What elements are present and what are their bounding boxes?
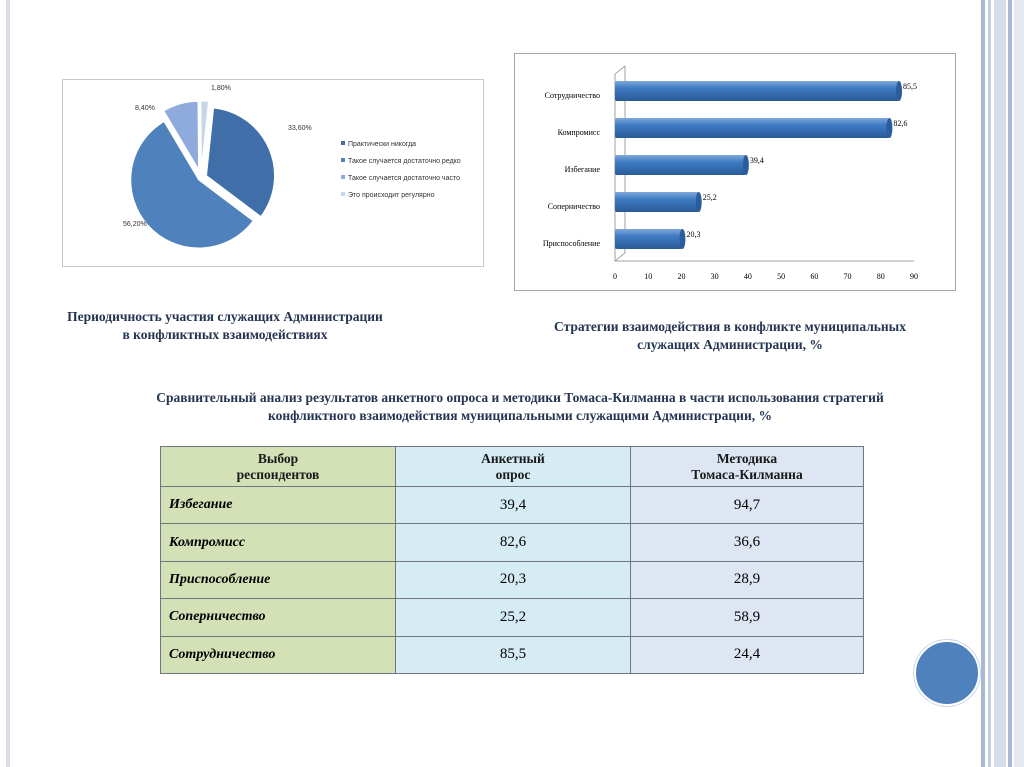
pie-value-label: 33,60% (288, 125, 312, 132)
comparison-table (160, 446, 864, 674)
slide-border-stripe (981, 0, 985, 767)
axis-corner-line (615, 66, 625, 74)
legend-swatch (341, 141, 345, 145)
bar-end-cap (679, 229, 685, 249)
pie-value-label: 1,80% (211, 85, 231, 92)
bar-caption (500, 318, 960, 354)
bar (615, 81, 899, 101)
x-tick-label: 70 (843, 272, 852, 281)
x-tick-label: 40 (743, 272, 752, 281)
slide-border-stripe (1008, 0, 1012, 767)
pie-caption (30, 308, 420, 344)
x-tick-label: 10 (644, 272, 653, 281)
header-survey (396, 447, 631, 487)
x-tick-label: 80 (876, 272, 885, 281)
table-header-row (161, 447, 864, 487)
legend-swatch (341, 158, 345, 162)
row-label: Сотрудничество (161, 636, 396, 673)
x-tick-label: 90 (910, 272, 918, 281)
bar-end-cap (896, 81, 902, 101)
method-value: 36,6 (631, 524, 864, 561)
row-label: Избегание (161, 487, 396, 524)
survey-value: 20,3 (396, 561, 631, 598)
header-method (631, 447, 864, 487)
pie-caption-line: в конфликтных взаимодействиях (122, 327, 328, 342)
x-tick-label: 0 (613, 272, 617, 281)
legend-swatch (341, 192, 345, 196)
table-title-line: Сравнительный анализ результатов анкетного опроса и методики Томаса-Килманна в части использования стратегий (156, 390, 884, 405)
category-label: Компромисс (557, 128, 600, 137)
header-line: Томаса-Килманна (691, 466, 803, 482)
bar-value-label: 82,6 (893, 119, 908, 128)
bar-chart-panel (514, 53, 956, 291)
slide-border-stripe (1014, 0, 1024, 767)
slide-left-edge (6, 0, 10, 767)
method-value: 28,9 (631, 561, 864, 598)
header-line: респондентов (236, 466, 320, 482)
pie-caption-line: Периодичность участия служащих Администрации (67, 309, 383, 324)
category-label: Сотрудничество (544, 91, 600, 100)
table-row (161, 636, 864, 673)
row-label: Приспособление (161, 561, 396, 598)
pie-value-label: 56,20% (123, 221, 147, 228)
x-tick-label: 20 (677, 272, 686, 281)
pie-slice (201, 101, 209, 169)
header-line: Анкетный (481, 450, 545, 466)
legend-label: Такое случается достаточно редко (348, 158, 461, 165)
survey-value: 25,2 (396, 599, 631, 636)
axis-corner-line (615, 253, 625, 261)
bar-end-cap (886, 118, 892, 138)
category-label: Соперничество (547, 202, 600, 211)
header-line: Выбор (257, 450, 299, 466)
bar-end-cap (743, 155, 749, 175)
legend-label: Это происходит регулярно (348, 192, 435, 199)
bar (615, 229, 682, 249)
category-label: Избегание (564, 165, 600, 174)
legend-label: Практически никогда (348, 141, 417, 148)
table-row (161, 487, 864, 524)
pie-value-label: 8,40% (135, 105, 155, 112)
table-row (161, 561, 864, 598)
method-value: 58,9 (631, 599, 864, 636)
bar-caption-line: служащих Администрации, % (637, 337, 823, 352)
bar-chart (515, 54, 955, 290)
bar-value-label: 20,3 (686, 230, 701, 239)
bar-value-label: 85,5 (903, 82, 918, 91)
bar (615, 192, 699, 212)
bar-caption-line: Стратегии взаимодействия в конфликте муниципальных (554, 319, 906, 334)
table-row (161, 524, 864, 561)
table-row (161, 599, 864, 636)
table-title (60, 389, 980, 425)
row-label: Компромисс (161, 524, 396, 561)
table-title-line: конфликтного взаимодействия муниципальными служащими Администрации, % (268, 408, 772, 423)
pie-chart (63, 80, 483, 266)
bar (615, 118, 889, 138)
method-value: 94,7 (631, 487, 864, 524)
survey-value: 39,4 (396, 487, 631, 524)
legend-label: Такое случается достаточно часто (348, 175, 460, 182)
x-tick-label: 60 (810, 272, 819, 281)
survey-value: 85,5 (396, 636, 631, 673)
legend-swatch (341, 175, 345, 179)
method-value: 24,4 (631, 636, 864, 673)
survey-value: 82,6 (396, 524, 631, 561)
bar-end-cap (696, 192, 702, 212)
row-label: Соперничество (161, 599, 396, 636)
header-line: опрос (495, 466, 531, 482)
x-tick-label: 30 (710, 272, 719, 281)
x-tick-label: 50 (777, 272, 786, 281)
bar-value-label: 39,4 (749, 156, 764, 165)
header-line: Методика (716, 450, 778, 466)
pie-chart-panel (62, 79, 484, 267)
bar (615, 155, 746, 175)
slide-border-stripe (988, 0, 991, 767)
slide-border-stripe (994, 0, 1006, 767)
decorative-circle (914, 640, 980, 706)
category-label: Приспособление (542, 239, 600, 248)
bar-value-label: 25,2 (702, 193, 717, 202)
header-respondents (161, 447, 396, 487)
